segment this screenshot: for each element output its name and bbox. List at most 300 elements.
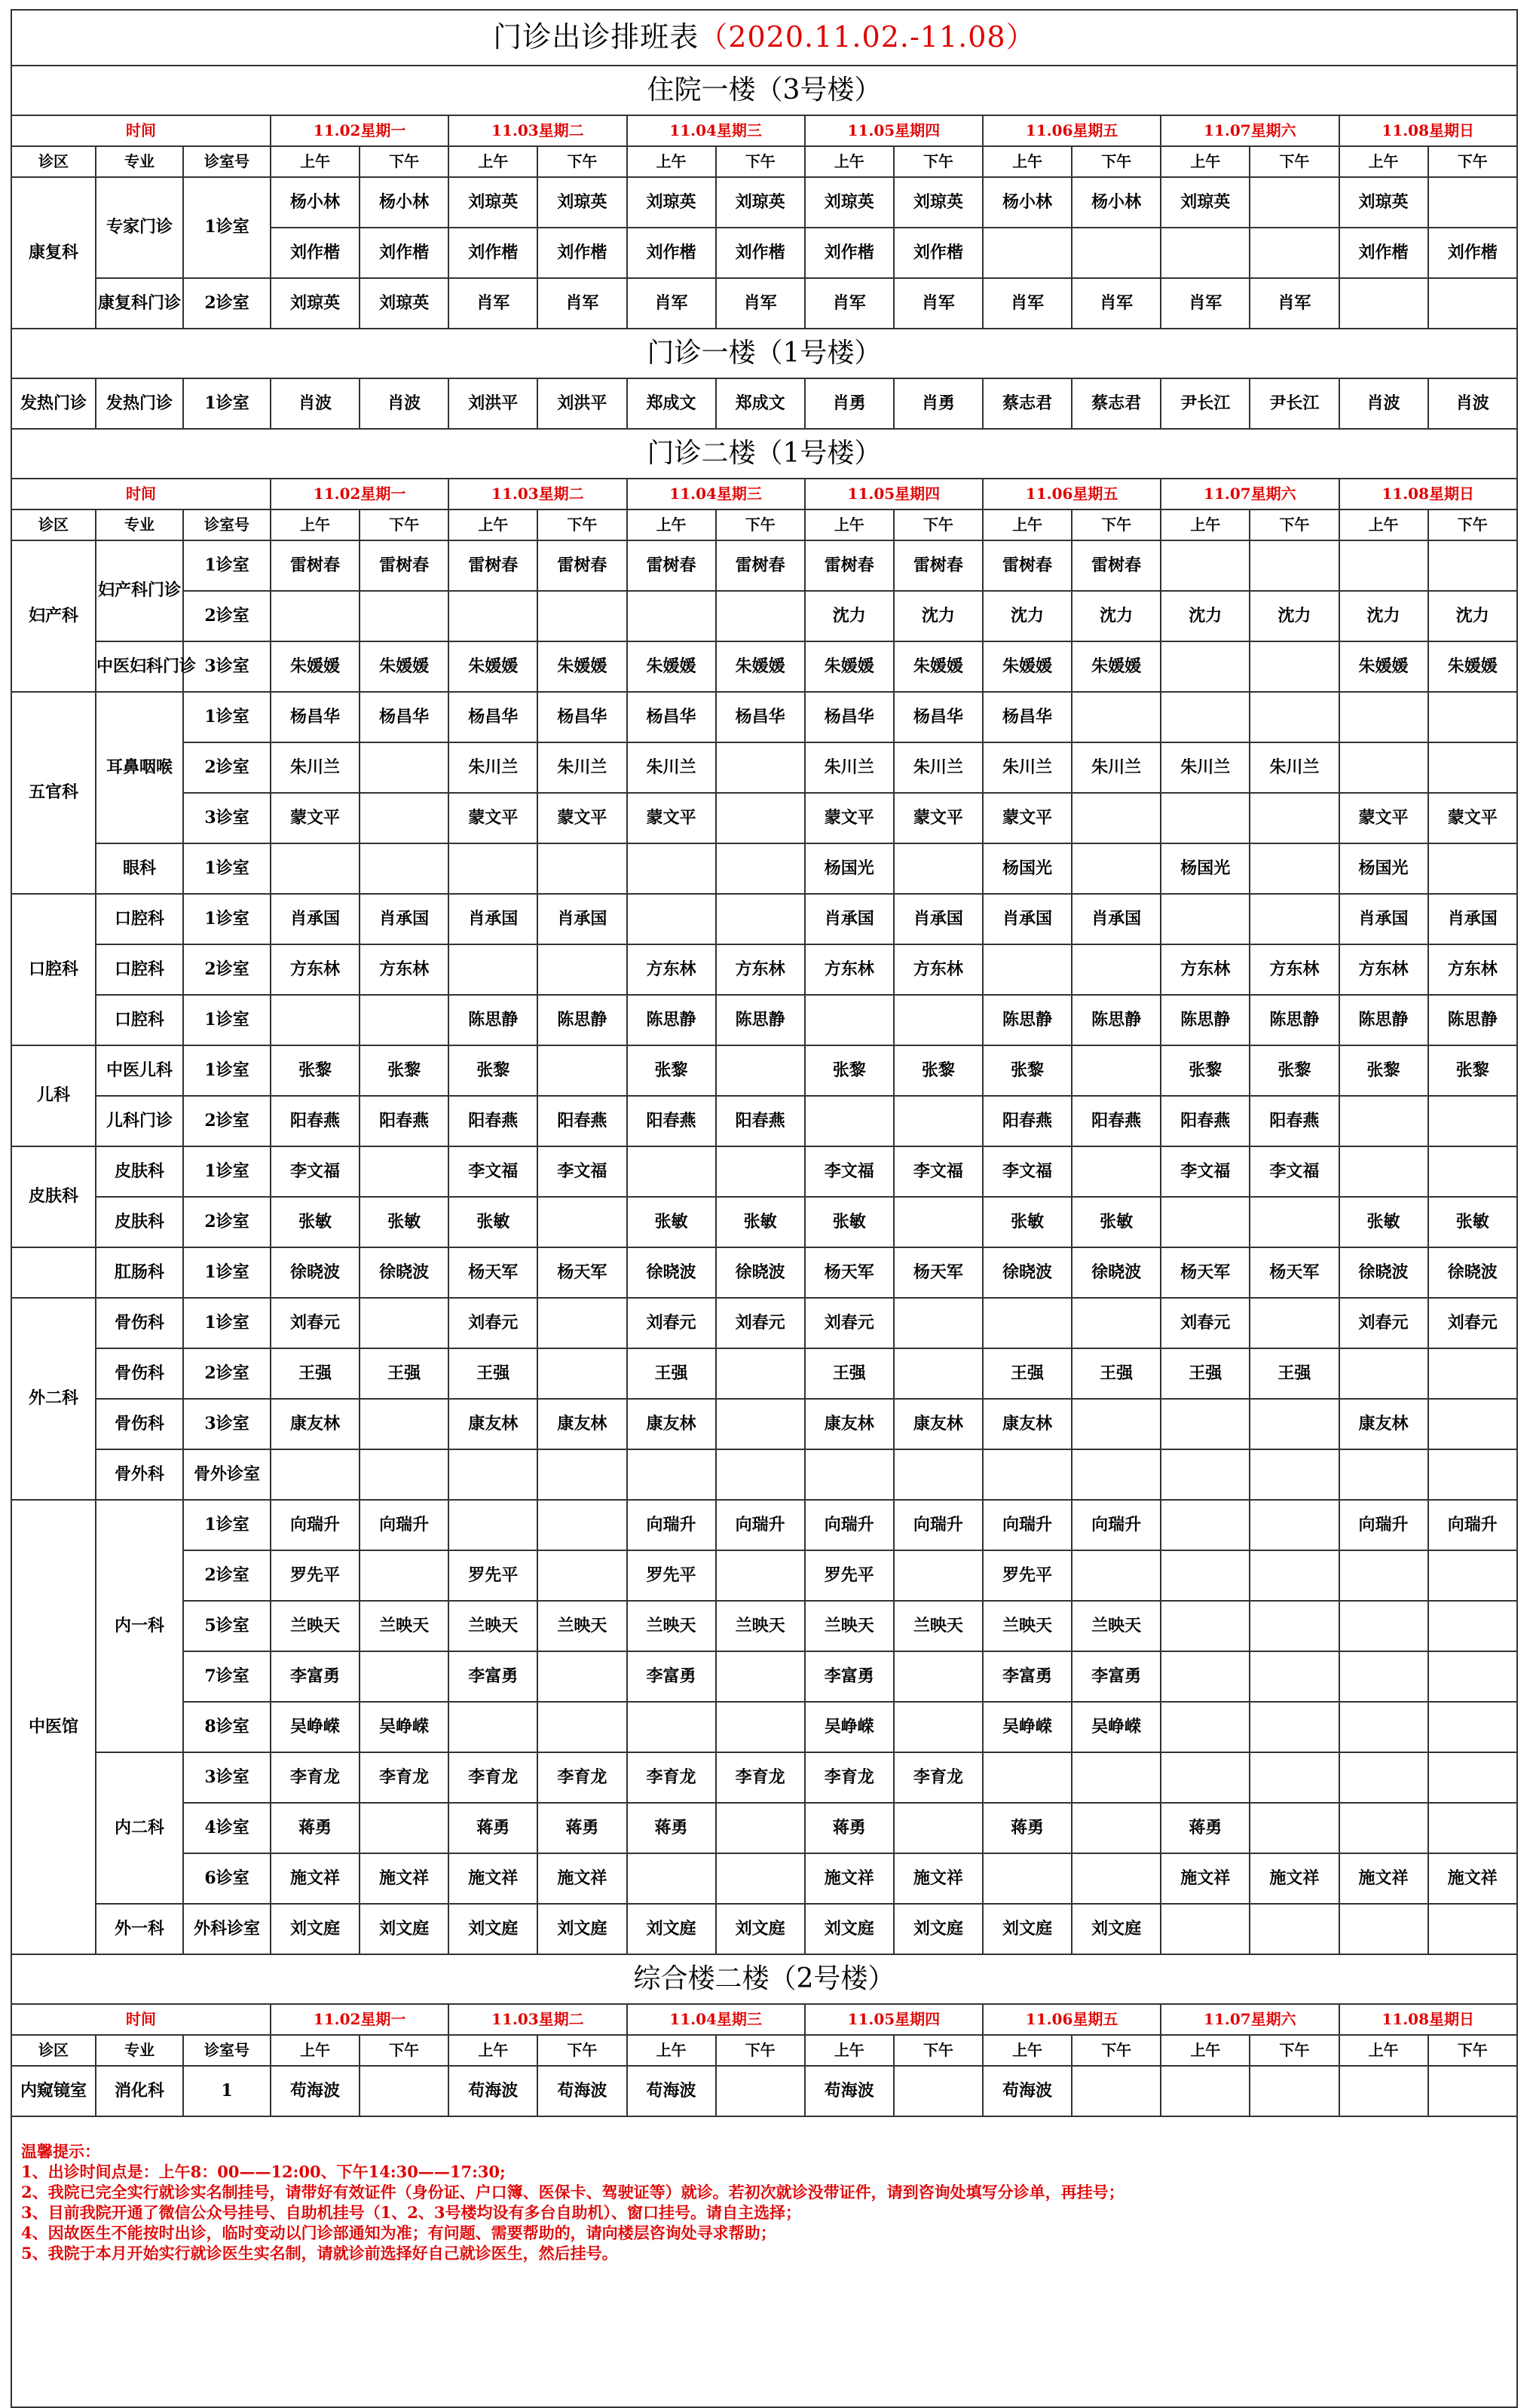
room-cell: 5诊室 (183, 1601, 271, 1651)
doctor-cell (1428, 1601, 1517, 1651)
doctor-cell: 康友林 (1339, 1399, 1428, 1449)
room-cell: 2诊室 (183, 742, 271, 793)
doctor-cell: 肖承国 (894, 894, 983, 944)
doctor-cell: 刘作楷 (716, 228, 805, 278)
doctor-cell (448, 1500, 537, 1550)
specialty-cell: 内一科 (96, 1500, 183, 1752)
doctor-cell: 蒙文平 (1428, 793, 1517, 843)
doctor-cell: 施文祥 (894, 1853, 983, 1904)
doctor-cell: 陈思静 (983, 995, 1072, 1045)
doctor-cell: 王强 (271, 1348, 360, 1399)
room-header: 诊室号 (183, 509, 271, 540)
doctor-cell: 肖勇 (805, 378, 894, 429)
pm-header: 下午 (1250, 509, 1339, 540)
doctor-cell: 张黎 (360, 1045, 448, 1096)
doctor-cell (716, 591, 805, 641)
date-header-row (11, 479, 1517, 509)
doctor-cell: 沈力 (1072, 591, 1161, 641)
doctor-cell: 李文福 (894, 1146, 983, 1197)
pm-header: 下午 (1250, 146, 1339, 177)
doctor-cell: 张敏 (805, 1197, 894, 1247)
doctor-cell: 刘洪平 (537, 378, 626, 429)
doctor-cell: 阳春燕 (627, 1096, 716, 1146)
doctor-cell (1161, 1904, 1250, 1954)
doctor-cell (1072, 843, 1161, 894)
schedule-row (11, 1651, 1517, 1702)
doctor-cell: 杨昌华 (894, 692, 983, 742)
pm-header: 下午 (716, 509, 805, 540)
doctor-cell (1339, 1146, 1428, 1197)
doctor-cell (1339, 1348, 1428, 1399)
doctor-cell (1072, 2066, 1161, 2116)
doctor-cell (537, 1298, 626, 1348)
doctor-cell (360, 1146, 448, 1197)
doctor-cell: 杨天军 (448, 1247, 537, 1298)
doctor-cell (448, 944, 537, 995)
am-header: 上午 (627, 2035, 716, 2066)
doctor-cell: 徐晓波 (983, 1247, 1072, 1298)
doctor-cell: 蒙文平 (627, 793, 716, 843)
doctor-cell: 康友林 (448, 1399, 537, 1449)
schedule-row (11, 591, 1517, 641)
area-cell: 康复科 (11, 177, 96, 329)
room-cell: 1诊室 (183, 1045, 271, 1096)
doctor-cell (1339, 1702, 1428, 1752)
doctor-cell (1428, 1348, 1517, 1399)
doctor-cell: 杨天军 (1161, 1247, 1250, 1298)
doctor-cell (1161, 692, 1250, 742)
doctor-cell: 向瑞升 (360, 1500, 448, 1550)
doctor-cell: 蒙文平 (537, 793, 626, 843)
doctor-cell: 杨昌华 (805, 692, 894, 742)
doctor-cell: 刘文庭 (716, 1904, 805, 1954)
doctor-cell (1428, 1904, 1517, 1954)
doctor-cell: 罗先平 (983, 1550, 1072, 1601)
doctor-cell: 李富勇 (1072, 1651, 1161, 1702)
pm-header: 下午 (894, 146, 983, 177)
doctor-cell: 郑成文 (627, 378, 716, 429)
doctor-cell (271, 995, 360, 1045)
doctor-cell: 李文福 (448, 1146, 537, 1197)
doctor-cell: 肖承国 (360, 894, 448, 944)
am-header: 上午 (448, 509, 537, 540)
doctor-cell (983, 1853, 1072, 1904)
doctor-cell: 王强 (805, 1348, 894, 1399)
doctor-cell: 朱川兰 (894, 742, 983, 793)
doctor-cell (537, 1702, 626, 1752)
room-cell: 3诊室 (183, 1752, 271, 1803)
column-header-row (11, 146, 1517, 177)
room-cell: 骨外诊室 (183, 1449, 271, 1500)
room-cell: 2诊室 (183, 1550, 271, 1601)
doctor-cell: 杨昌华 (983, 692, 1072, 742)
doctor-cell (894, 1096, 983, 1146)
doctor-cell (1161, 540, 1250, 591)
doctor-cell (1428, 1399, 1517, 1449)
specialty-cell: 耳鼻咽喉 (96, 692, 183, 843)
notes-block (11, 2116, 1517, 2407)
doctor-cell: 杨国光 (983, 843, 1072, 894)
doctor-cell: 刘文庭 (537, 1904, 626, 1954)
doctor-cell: 雷树春 (805, 540, 894, 591)
doctor-cell (716, 1550, 805, 1601)
notes-heading: 温馨提示： (21, 2142, 100, 2161)
doctor-cell: 陈思静 (716, 995, 805, 1045)
doctor-cell: 李育龙 (537, 1752, 626, 1803)
doctor-cell: 李文福 (271, 1146, 360, 1197)
doctor-cell: 阳春燕 (1161, 1096, 1250, 1146)
doctor-cell: 向瑞升 (1072, 1500, 1161, 1550)
doctor-cell: 康友林 (537, 1399, 626, 1449)
doctor-cell: 刘文庭 (894, 1904, 983, 1954)
doctor-cell (1250, 177, 1339, 228)
pm-header: 下午 (360, 509, 448, 540)
room-cell: 1诊室 (183, 177, 271, 278)
doctor-cell (983, 1449, 1072, 1500)
doctor-cell: 杨昌华 (716, 692, 805, 742)
doctor-cell: 陈思静 (1339, 995, 1428, 1045)
doctor-cell (805, 995, 894, 1045)
doctor-cell: 吴峥嵘 (805, 1702, 894, 1752)
doctor-cell: 徐晓波 (1072, 1247, 1161, 1298)
doctor-cell: 肖军 (716, 278, 805, 329)
doctor-cell: 张敏 (627, 1197, 716, 1247)
doctor-cell: 向瑞升 (894, 1500, 983, 1550)
doctor-cell: 李文福 (1161, 1146, 1250, 1197)
doctor-cell: 陈思静 (1072, 995, 1161, 1045)
doctor-cell (627, 894, 716, 944)
doctor-cell: 陈思静 (1250, 995, 1339, 1045)
doctor-cell: 吴峥嵘 (360, 1702, 448, 1752)
doctor-cell (894, 995, 983, 1045)
doctor-cell: 刘作楷 (627, 228, 716, 278)
doctor-cell: 李育龙 (627, 1752, 716, 1803)
doctor-cell: 刘春元 (448, 1298, 537, 1348)
doctor-cell (1072, 1550, 1161, 1601)
specialty-cell: 专家门诊 (96, 177, 183, 278)
doctor-cell: 肖波 (360, 378, 448, 429)
doctor-cell (716, 1045, 805, 1096)
doctor-cell: 雷树春 (983, 540, 1072, 591)
room-cell: 1 (183, 2066, 271, 2116)
day-header: 11.04星期三 (627, 115, 805, 146)
doctor-cell: 张敏 (716, 1197, 805, 1247)
doctor-cell (1072, 1853, 1161, 1904)
doctor-cell: 朱川兰 (1072, 742, 1161, 793)
doctor-cell: 刘文庭 (983, 1904, 1072, 1954)
doctor-cell: 李文福 (805, 1146, 894, 1197)
doctor-cell: 兰映天 (716, 1601, 805, 1651)
doctor-cell (1428, 1096, 1517, 1146)
specialty-cell: 皮肤科 (96, 1197, 183, 1247)
specialty-cell: 眼科 (96, 843, 183, 894)
doctor-cell (1161, 1197, 1250, 1247)
doctor-cell (1339, 540, 1428, 591)
doctor-cell (716, 1853, 805, 1904)
specialty-header: 专业 (96, 2035, 183, 2066)
am-header: 上午 (983, 2035, 1072, 2066)
doctor-cell: 蒙文平 (271, 793, 360, 843)
doctor-cell: 向瑞升 (1339, 1500, 1428, 1550)
doctor-cell (1161, 1399, 1250, 1449)
doctor-cell: 李富勇 (627, 1651, 716, 1702)
doctor-cell: 王强 (627, 1348, 716, 1399)
doctor-cell: 杨小林 (983, 177, 1072, 228)
doctor-cell (537, 1651, 626, 1702)
title-main: 门诊出诊排班表 (493, 20, 699, 54)
room-cell: 2诊室 (183, 944, 271, 995)
doctor-cell: 杨国光 (1339, 843, 1428, 894)
doctor-cell: 肖军 (1072, 278, 1161, 329)
doctor-cell (894, 1449, 983, 1500)
notes-row (11, 2116, 1517, 2407)
specialty-cell: 骨伤科 (96, 1399, 183, 1449)
doctor-cell: 杨天军 (894, 1247, 983, 1298)
doctor-cell: 刘春元 (1161, 1298, 1250, 1348)
schedule-row (11, 278, 1517, 329)
notes-line: 3、目前我院开通了微信公众号挂号、自助机挂号（1、2、3号楼均设有多台自助机）、窗口挂号。请自主选择； (21, 2203, 801, 2222)
room-cell: 2诊室 (183, 1096, 271, 1146)
doctor-cell: 王强 (983, 1348, 1072, 1399)
am-header: 上午 (627, 146, 716, 177)
area-cell: 口腔科 (11, 894, 96, 1045)
doctor-cell: 施文祥 (537, 1853, 626, 1904)
doctor-cell: 康友林 (894, 1399, 983, 1449)
am-header: 上午 (805, 509, 894, 540)
doctor-cell: 刘作楷 (1339, 228, 1428, 278)
doctor-cell: 朱媛媛 (983, 641, 1072, 692)
specialty-cell: 口腔科 (96, 894, 183, 944)
doctor-cell (1250, 1550, 1339, 1601)
doctor-cell (894, 1702, 983, 1752)
doctor-cell: 罗先平 (271, 1550, 360, 1601)
doctor-cell (627, 1702, 716, 1752)
doctor-cell: 向瑞升 (1428, 1500, 1517, 1550)
pm-header: 下午 (1428, 509, 1517, 540)
specialty-cell: 肛肠科 (96, 1247, 183, 1298)
day-header: 11.07星期六 (1161, 2004, 1339, 2035)
doctor-cell: 杨昌华 (271, 692, 360, 742)
doctor-cell: 沈力 (1161, 591, 1250, 641)
doctor-cell: 苟海波 (537, 2066, 626, 2116)
doctor-cell: 张敏 (1339, 1197, 1428, 1247)
doctor-cell: 方东林 (1250, 944, 1339, 995)
doctor-cell: 朱媛媛 (627, 641, 716, 692)
doctor-cell: 阳春燕 (983, 1096, 1072, 1146)
doctor-cell: 向瑞升 (271, 1500, 360, 1550)
doctor-cell: 杨天军 (1250, 1247, 1339, 1298)
doctor-cell: 蒋勇 (271, 1803, 360, 1853)
time-header: 时间 (11, 479, 271, 509)
doctor-cell (1339, 1601, 1428, 1651)
doctor-cell (627, 843, 716, 894)
doctor-cell: 苟海波 (271, 2066, 360, 2116)
pm-header: 下午 (537, 2035, 626, 2066)
doctor-cell: 肖波 (271, 378, 360, 429)
day-header: 11.04星期三 (627, 2004, 805, 2035)
room-cell: 4诊室 (183, 1803, 271, 1853)
doctor-cell: 肖承国 (448, 894, 537, 944)
doctor-cell (805, 1449, 894, 1500)
doctor-cell (1339, 1904, 1428, 1954)
doctor-cell: 方东林 (1161, 944, 1250, 995)
doctor-cell (983, 228, 1072, 278)
room-cell: 1诊室 (183, 1298, 271, 1348)
doctor-cell (716, 1702, 805, 1752)
doctor-cell (1250, 1803, 1339, 1853)
doctor-cell: 蒙文平 (448, 793, 537, 843)
room-cell: 2诊室 (183, 278, 271, 329)
doctor-cell (360, 1550, 448, 1601)
doctor-cell (805, 1096, 894, 1146)
specialty-header: 专业 (96, 146, 183, 177)
doctor-cell (537, 1500, 626, 1550)
doctor-cell: 阳春燕 (448, 1096, 537, 1146)
doctor-cell: 肖军 (894, 278, 983, 329)
doctor-cell (894, 1348, 983, 1399)
doctor-cell (1428, 742, 1517, 793)
doctor-cell: 刘琼英 (537, 177, 626, 228)
title-range: （2020.11.02.-11.08） (699, 20, 1036, 54)
schedule-row (11, 843, 1517, 894)
doctor-cell: 罗先平 (805, 1550, 894, 1601)
doctor-cell (271, 843, 360, 894)
doctor-cell: 张黎 (1161, 1045, 1250, 1096)
pm-header: 下午 (360, 146, 448, 177)
schedule-row (11, 995, 1517, 1045)
specialty-cell: 发热门诊 (96, 378, 183, 429)
specialty-cell: 口腔科 (96, 995, 183, 1045)
doctor-cell: 雷树春 (627, 540, 716, 591)
doctor-cell (983, 944, 1072, 995)
doctor-cell: 陈思静 (1428, 995, 1517, 1045)
doctor-cell: 王强 (1072, 1348, 1161, 1399)
doctor-cell: 肖承国 (271, 894, 360, 944)
column-header-row (11, 509, 1517, 540)
doctor-cell (1072, 1752, 1161, 1803)
doctor-cell (716, 894, 805, 944)
doctor-cell: 施文祥 (448, 1853, 537, 1904)
doctor-cell: 张黎 (271, 1045, 360, 1096)
doctor-cell (1339, 1752, 1428, 1803)
doctor-cell: 朱媛媛 (537, 641, 626, 692)
doctor-cell: 朱媛媛 (716, 641, 805, 692)
doctor-cell: 蒋勇 (537, 1803, 626, 1853)
doctor-cell: 尹长江 (1250, 378, 1339, 429)
section-title: 综合楼二楼（2号楼） (11, 1954, 1517, 2004)
doctor-cell: 沈力 (1339, 591, 1428, 641)
doctor-cell: 刘文庭 (448, 1904, 537, 1954)
day-header: 11.07星期六 (1161, 479, 1339, 509)
doctor-cell: 肖军 (448, 278, 537, 329)
doctor-cell: 沈力 (1428, 591, 1517, 641)
doctor-cell: 向瑞升 (983, 1500, 1072, 1550)
doctor-cell (1161, 1500, 1250, 1550)
doctor-cell (537, 843, 626, 894)
doctor-cell: 李育龙 (448, 1752, 537, 1803)
doctor-cell: 施文祥 (1428, 1853, 1517, 1904)
doctor-cell: 张黎 (805, 1045, 894, 1096)
doctor-cell (360, 2066, 448, 2116)
day-header: 11.08星期日 (1339, 2004, 1517, 2035)
schedule-row (11, 944, 1517, 995)
day-header: 11.08星期日 (1339, 115, 1517, 146)
doctor-cell: 杨小林 (271, 177, 360, 228)
pm-header: 下午 (716, 146, 805, 177)
doctor-cell: 吴峥嵘 (1072, 1702, 1161, 1752)
doctor-cell: 方东林 (271, 944, 360, 995)
pm-header: 下午 (360, 2035, 448, 2066)
doctor-cell: 方东林 (360, 944, 448, 995)
doctor-cell (716, 793, 805, 843)
pm-header: 下午 (1072, 146, 1161, 177)
doctor-cell (1428, 1651, 1517, 1702)
doctor-cell: 李文福 (983, 1146, 1072, 1197)
doctor-cell: 朱媛媛 (448, 641, 537, 692)
doctor-cell: 刘文庭 (1072, 1904, 1161, 1954)
doctor-cell: 杨昌华 (537, 692, 626, 742)
doctor-cell: 刘作楷 (537, 228, 626, 278)
doctor-cell: 朱川兰 (627, 742, 716, 793)
doctor-cell: 蒙文平 (894, 793, 983, 843)
doctor-cell (1339, 1550, 1428, 1601)
room-cell: 3诊室 (183, 641, 271, 692)
doctor-cell: 张敏 (1428, 1197, 1517, 1247)
schedule-row (11, 1550, 1517, 1601)
doctor-cell: 施文祥 (805, 1853, 894, 1904)
doctor-cell: 刘作楷 (271, 228, 360, 278)
doctor-cell: 蔡志君 (983, 378, 1072, 429)
schedule-row (11, 1752, 1517, 1803)
doctor-cell: 杨天军 (805, 1247, 894, 1298)
doctor-cell: 朱媛媛 (894, 641, 983, 692)
doctor-cell: 徐晓波 (627, 1247, 716, 1298)
doctor-cell (360, 843, 448, 894)
doctor-cell: 徐晓波 (716, 1247, 805, 1298)
doctor-cell (360, 1803, 448, 1853)
doctor-cell: 兰映天 (1072, 1601, 1161, 1651)
am-header: 上午 (1161, 509, 1250, 540)
am-header: 上午 (1339, 146, 1428, 177)
am-header: 上午 (448, 146, 537, 177)
doctor-cell (894, 1550, 983, 1601)
am-header: 上午 (983, 146, 1072, 177)
doctor-cell: 施文祥 (1250, 1853, 1339, 1904)
doctor-cell: 刘琼英 (271, 278, 360, 329)
schedule-row (11, 1904, 1517, 1954)
doctor-cell: 蒙文平 (1339, 793, 1428, 843)
doctor-cell: 兰映天 (894, 1601, 983, 1651)
doctor-cell (1072, 692, 1161, 742)
doctor-cell (1250, 228, 1339, 278)
schedule-row (11, 894, 1517, 944)
doctor-cell: 康友林 (805, 1399, 894, 1449)
pm-header: 下午 (1072, 2035, 1161, 2066)
doctor-cell: 肖承国 (805, 894, 894, 944)
doctor-cell (1161, 894, 1250, 944)
am-header: 上午 (1161, 146, 1250, 177)
area-cell: 妇产科 (11, 540, 96, 692)
day-header: 11.04星期三 (627, 479, 805, 509)
doctor-cell: 刘作楷 (448, 228, 537, 278)
doctor-cell (983, 1752, 1072, 1803)
doctor-cell (1428, 177, 1517, 228)
schedule-row (11, 793, 1517, 843)
doctor-cell: 朱媛媛 (360, 641, 448, 692)
pm-header: 下午 (1250, 2035, 1339, 2066)
doctor-cell: 施文祥 (271, 1853, 360, 1904)
doctor-cell: 杨小林 (360, 177, 448, 228)
